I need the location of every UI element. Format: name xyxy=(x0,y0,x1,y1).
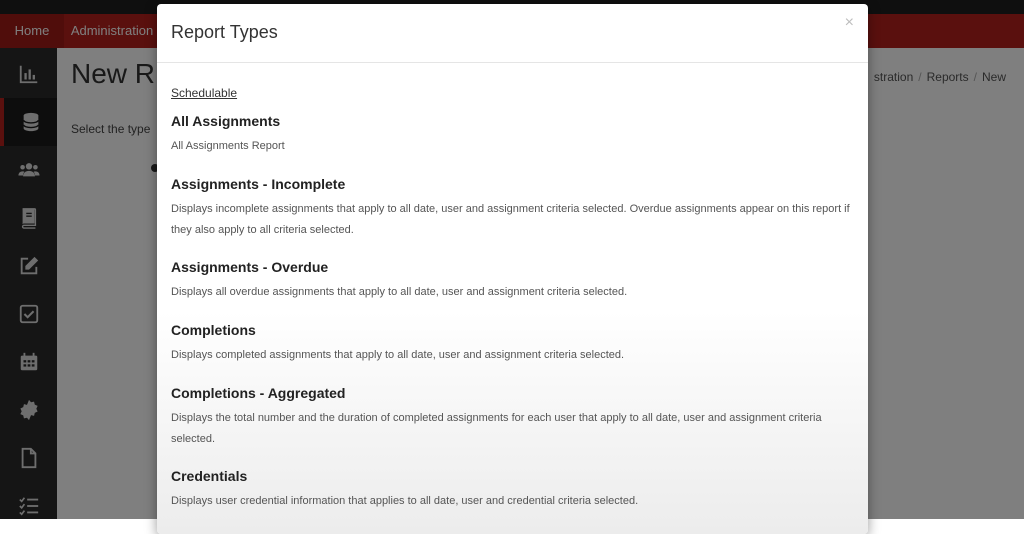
report-type-item[interactable] xyxy=(171,468,851,512)
modal-header xyxy=(157,4,868,63)
report-description: Displays all overdue assignments that apply to all date, user and assignment criteria selected. xyxy=(171,286,628,298)
report-description: All Assignments Report xyxy=(171,140,285,152)
report-title[interactable]: Assignments - Incomplete xyxy=(171,176,346,192)
modal-title: Report Types xyxy=(171,22,278,42)
report-type-item[interactable] xyxy=(171,176,851,241)
report-description: Displays user credential information that applies to all date, user and credential criteria selected. xyxy=(171,495,639,507)
close-icon[interactable]: × xyxy=(844,14,854,31)
report-title[interactable]: Completions - Aggregated xyxy=(171,385,346,401)
section-label-schedulable: Schedulable xyxy=(171,86,238,100)
report-description: Displays incomplete assignments that apply to all date, user and assignment criteria selected. Overdue assignments appear on this report if they also apply to all criteria selected. xyxy=(171,203,850,236)
report-type-item[interactable] xyxy=(171,113,851,157)
report-title[interactable]: All Assignments xyxy=(171,113,281,129)
report-type-item[interactable] xyxy=(171,322,851,366)
report-title[interactable]: Credentials xyxy=(171,468,248,484)
report-type-item[interactable] xyxy=(171,385,851,450)
report-type-item[interactable] xyxy=(171,259,851,303)
report-title[interactable]: Assignments - Overdue xyxy=(171,259,329,275)
report-types-modal xyxy=(157,4,868,534)
report-description: Displays completed assignments that apply to all date, user and assignment criteria selected. xyxy=(171,349,625,361)
report-description: Displays the total number and the duration of completed assignments for each user that apply to all date, user and assignment criteria selected. xyxy=(171,412,822,445)
report-title[interactable]: Completions xyxy=(171,322,256,338)
